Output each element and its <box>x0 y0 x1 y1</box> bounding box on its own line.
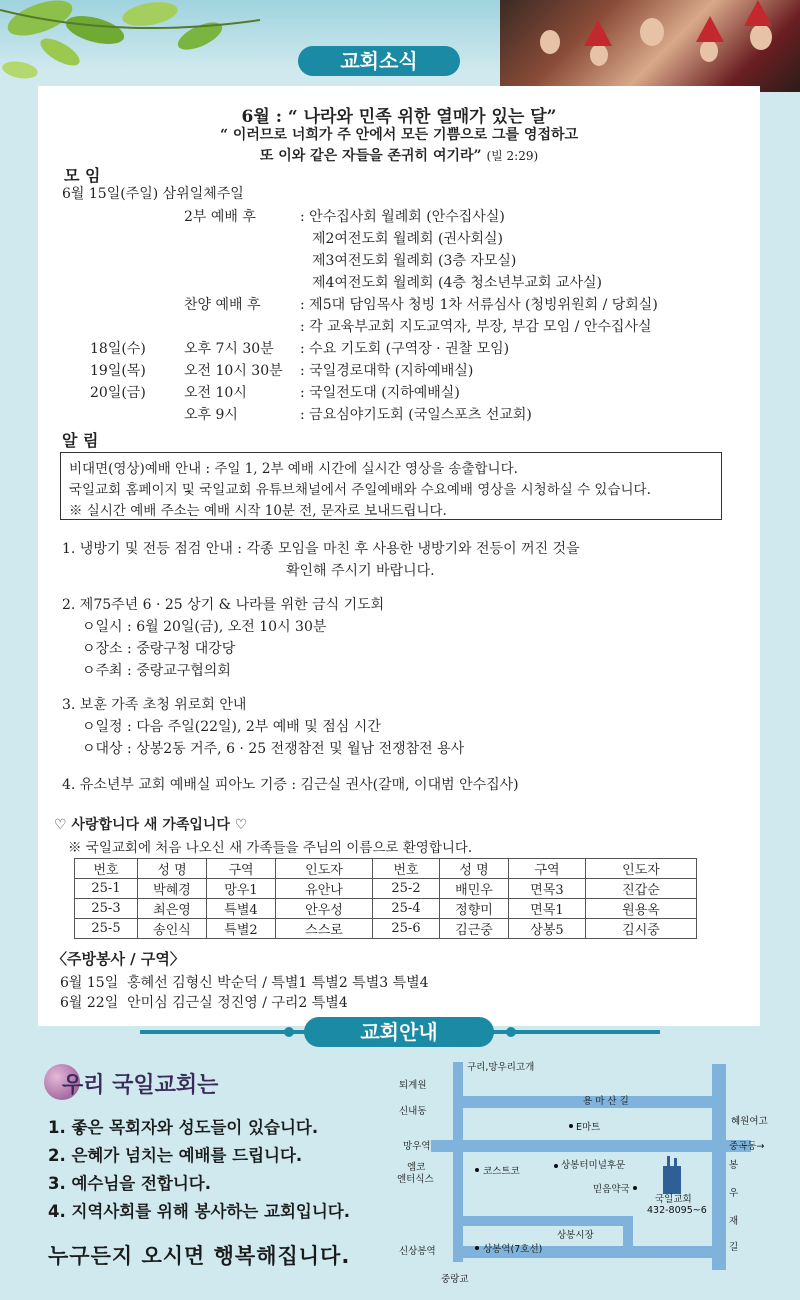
map-church <box>663 1156 681 1194</box>
news-section-banner: 교회소식 <box>298 46 460 76</box>
map-label-emco1: 엠코 <box>407 1162 426 1173</box>
column-header: 번호 <box>373 859 440 879</box>
notice-line: 4. 유소년부 교회 예배실 피아노 기증 : 김근실 권사(갈매, 이대범 안수집사) <box>62 777 519 793</box>
map-label-phone: 432-8095~6 <box>647 1205 707 1216</box>
meetings-heading: 모 임 <box>64 166 101 185</box>
notice-line: ㅇ장소 : 중랑구청 대강당 <box>82 641 236 657</box>
table-cell: 진갑순 <box>586 879 697 899</box>
table-cell: 배민우 <box>440 879 509 899</box>
meeting-time: 오전 10시 <box>184 385 247 401</box>
map-label-mangu: 망우역 <box>403 1141 431 1152</box>
column-header: 번호 <box>75 859 138 879</box>
meeting-time: 찬양 예배 후 <box>184 297 261 313</box>
table-cell: 정향미 <box>440 899 509 919</box>
meeting-date: 19일(목) <box>90 363 146 379</box>
map-label-emart: E마트 <box>576 1122 601 1133</box>
table-cell: 25-4 <box>373 899 440 919</box>
meeting-text: : 금요심야기도회 (국일스포츠 선교회) <box>300 407 532 423</box>
meeting-text: 제2여전도회 월례회 (권사회실) <box>312 231 504 247</box>
meeting-text: : 각 교육부교회 지도교역자, 부장, 부감 모임 / 안수집사실 <box>300 319 652 335</box>
table-cell: 25-6 <box>373 919 440 939</box>
table-cell: 김시중 <box>586 919 697 939</box>
newfamily-heading: ♡ 사랑합니다 새 가족입니다 ♡ <box>54 817 248 833</box>
meeting-time: 2부 예배 후 <box>184 209 256 225</box>
kitchen-row <box>60 992 348 1012</box>
table-cell: 면목3 <box>509 879 586 899</box>
sangbong7-marker <box>475 1246 479 1250</box>
table-cell: 스스로 <box>276 919 373 939</box>
table-cell: 유안나 <box>276 879 373 899</box>
notice-box-line: 비대면(영상)예배 안내 : 주일 1, 2부 예배 시간에 실시간 영상을 송출합니다. <box>69 461 518 477</box>
church-building-icon <box>663 1166 681 1194</box>
table-cell: 안우성 <box>276 899 373 919</box>
meeting-text: : 국일경로대학 (지하예배실) <box>300 363 474 379</box>
church-feature: 1. 좋은 목회자와 성도들이 있습니다. <box>48 1118 319 1137</box>
leaves-decoration <box>0 0 300 90</box>
map-label-emco2: 엔터식스 <box>397 1174 434 1185</box>
table-cell: 면목1 <box>509 899 586 919</box>
column-header: 구역 <box>207 859 276 879</box>
notice-line: ㅇ대상 : 상봉2동 거주, 6 · 25 전쟁참전 및 월남 전쟁참전 용사 <box>82 741 465 757</box>
meeting-time: 오후 9시 <box>184 407 238 423</box>
map-label-sangbong7: 상봉역(7호선) <box>483 1244 543 1255</box>
notice-line: ㅇ일정 : 다음 주일(22일), 2부 예배 및 점심 시간 <box>82 719 381 735</box>
notices-heading: 알 림 <box>62 431 99 450</box>
newfamily-table <box>74 858 697 939</box>
column-header: 성 명 <box>138 859 207 879</box>
table-row <box>75 919 697 939</box>
kitchen-heading: 〈주방봉사 / 구역〉 <box>52 950 185 968</box>
kitchen-text: 홍혜선 김형신 박순덕 / 특별1 특별2 특별3 특별4 <box>127 975 429 991</box>
table-row <box>75 899 697 919</box>
meeting-text: : 제5대 담임목사 청빙 1차 서류심사 (청빙위원회 / 당회실) <box>300 297 658 313</box>
column-header: 성 명 <box>440 859 509 879</box>
meeting-date: 20일(금) <box>90 385 146 401</box>
notice-line: 1. 냉방기 및 전등 점검 안내 : 각종 모임을 마친 후 사용한 냉방기와 전등이 꺼진 것을 <box>62 541 580 557</box>
terminal-marker <box>554 1164 558 1168</box>
table-cell: 특별4 <box>207 899 276 919</box>
road-vertical-left <box>453 1062 463 1262</box>
notice-box-line: 국일교회 홈페이지 및 국일교회 유튜브채널에서 주일예배와 수요예배 영상을 시청하실 수 있습니다. <box>69 482 651 498</box>
map-label-market: 상봉시장 <box>557 1230 594 1241</box>
meeting-time: 오후 7시 30분 <box>184 341 274 357</box>
map-label-junghwa: 중랑교 <box>441 1274 469 1285</box>
church-intro-title-text: 우리 국일교회는 <box>62 1073 219 1098</box>
meeting-text: 제3여전도회 월례회 (3층 자모실) <box>312 253 517 269</box>
news-panel <box>38 86 760 1026</box>
road-lower <box>453 1216 633 1226</box>
newfamily-note: ※ 국일교회에 처음 나오신 새 가족들을 주님의 이름으로 환영합니다. <box>68 840 473 856</box>
meeting-time: 오전 10시 30분 <box>184 363 283 379</box>
map-label-costco: 코스트코 <box>483 1166 520 1177</box>
kitchen-date: 6월 22일 <box>60 995 119 1011</box>
pharmacy-marker <box>633 1186 637 1190</box>
church-feature: 3. 예수님을 전합니다. <box>48 1174 212 1193</box>
map-label-bong: 봉 <box>729 1160 739 1171</box>
map-label-junggok: 중곡동→ <box>729 1141 765 1152</box>
table-cell: 25-1 <box>75 879 138 899</box>
kitchen-row <box>60 972 429 992</box>
table-cell: 25-5 <box>75 919 138 939</box>
map-label-gil: 길 <box>729 1242 739 1253</box>
table-cell: 25-2 <box>373 879 440 899</box>
map-label-guri: 구리,망우리고개 <box>467 1062 535 1073</box>
road-vertical-right <box>712 1064 726 1270</box>
table-cell: 박혜경 <box>138 879 207 899</box>
theme-verse-ref: (빌 2:29) <box>486 149 539 163</box>
theme-verse-text: 또 이와 같은 자들을 존귀히 여기라” <box>259 148 482 164</box>
costco-marker <box>475 1168 479 1172</box>
church-feature: 4. 지역사회를 위해 봉사하는 교회입니다. <box>48 1202 351 1221</box>
table-cell: 송인식 <box>138 919 207 939</box>
guide-banner-dot <box>284 1027 294 1037</box>
column-header: 인도자 <box>276 859 373 879</box>
notice-line: 2. 제75주년 6 · 25 상기 & 나라를 위한 금식 기도회 <box>62 597 385 613</box>
map-label-toegyewon: 퇴계원 <box>399 1080 427 1091</box>
meeting-text: : 안수집사회 월례회 (안수집사실) <box>300 209 505 225</box>
theme-title: 6월 : “ 나라와 민족 위한 열매가 있는 달” <box>241 107 557 127</box>
map-label-church: 국일교회 <box>655 1194 692 1205</box>
church-location-map <box>393 1058 793 1290</box>
online-worship-notice <box>60 452 722 520</box>
table-cell: 25-3 <box>75 899 138 919</box>
emart-marker <box>569 1124 573 1128</box>
map-label-yongmasan: 용 마 산 길 <box>583 1096 629 1107</box>
notice-line: 확인해 주시기 바랍니다. <box>286 563 435 579</box>
map-label-sangbong: 신상봉역 <box>399 1246 436 1257</box>
kitchen-date: 6월 15일 <box>60 975 119 991</box>
theme-verse-line2 <box>38 145 760 165</box>
meeting-date: 18일(수) <box>90 341 146 357</box>
meeting-text: 제4여전도회 월례회 (4층 청소년부교회 교사실) <box>312 275 602 291</box>
map-label-terminal: 상봉터미널후문 <box>561 1160 626 1171</box>
table-row <box>75 879 697 899</box>
guide-section-banner: 교회안내 <box>304 1017 494 1047</box>
map-label-sinnae: 신내동 <box>399 1106 427 1117</box>
meeting-text: : 국일전도대 (지하예배실) <box>300 385 460 401</box>
meetings-date: 6월 15일(주일) 삼위일체주일 <box>62 186 244 202</box>
kitchen-text: 안미심 김근실 정진영 / 구리2 특별4 <box>127 995 348 1011</box>
table-cell: 최은영 <box>138 899 207 919</box>
notice-line: ㅇ주최 : 중랑교구협의회 <box>82 663 231 679</box>
church-slogan: 누구든지 오시면 행복해집니다. <box>48 1244 351 1268</box>
guide-banner-dot <box>506 1027 516 1037</box>
church-intro-title <box>40 1064 270 1100</box>
church-feature: 2. 은혜가 넘치는 예배를 드립니다. <box>48 1146 303 1165</box>
map-label-hyewon: 혜원여고 <box>731 1116 768 1127</box>
notice-line: ㅇ일시 : 6월 20일(금), 오전 10시 30분 <box>82 619 327 635</box>
road-junggok <box>431 1140 751 1152</box>
column-header: 구역 <box>509 859 586 879</box>
table-header-row <box>75 859 697 879</box>
map-label-jae: 재 <box>729 1216 739 1227</box>
column-header: 인도자 <box>586 859 697 879</box>
theme-verse-line1: “ 이러므로 너희가 주 안에서 모든 기쁨으로 그를 영접하고 <box>219 127 579 143</box>
table-cell: 원용옥 <box>586 899 697 919</box>
table-cell: 특별2 <box>207 919 276 939</box>
notice-box-line: ※ 실시간 예배 주소는 예배 시작 10분 전, 문자로 보내드립니다. <box>69 503 447 519</box>
table-cell: 김근중 <box>440 919 509 939</box>
table-cell: 망우1 <box>207 879 276 899</box>
map-label-u: 우 <box>729 1188 739 1199</box>
choir-photo <box>500 0 800 92</box>
notice-line: 3. 보훈 가족 초청 위로회 안내 <box>62 697 247 713</box>
table-cell: 상봉5 <box>509 919 586 939</box>
meeting-text: : 수요 기도회 (구역장 · 권찰 모임) <box>300 341 510 357</box>
map-label-pharmacy: 믿음약국 <box>593 1184 630 1195</box>
